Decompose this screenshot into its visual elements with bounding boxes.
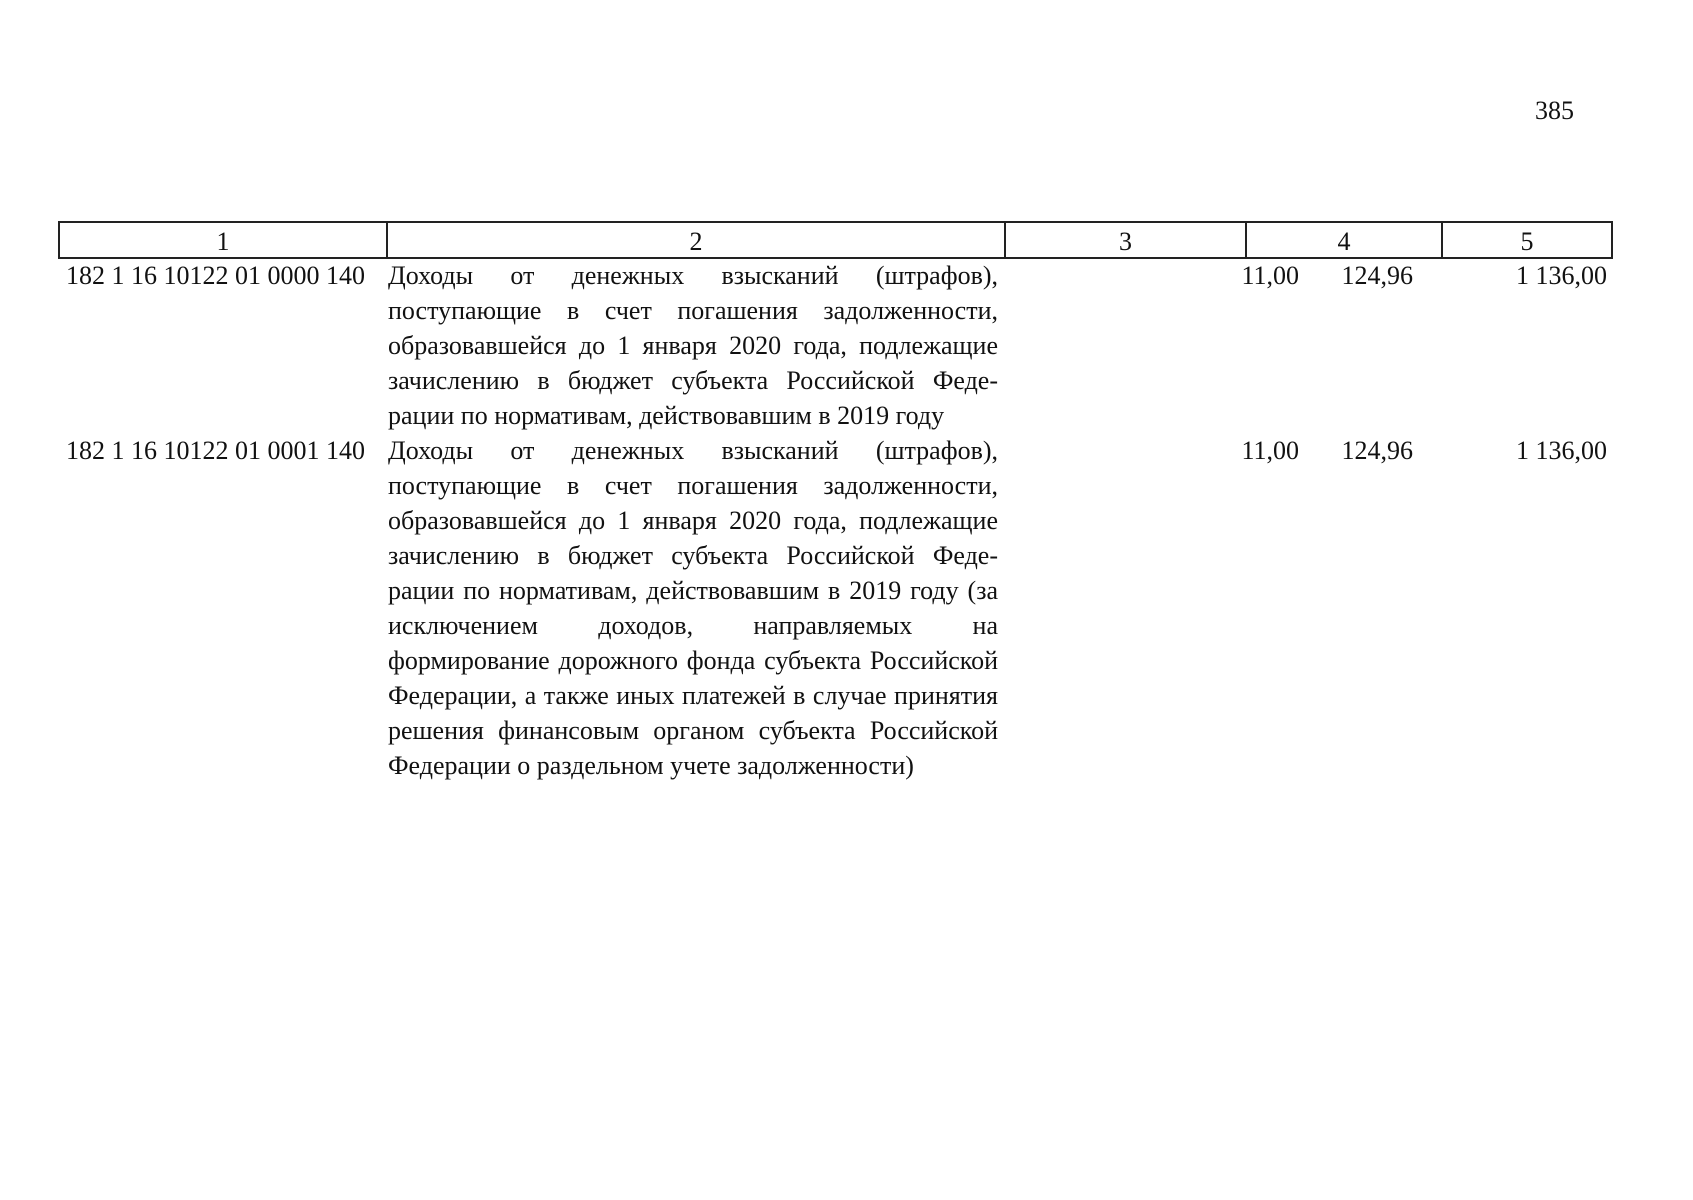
header-col-5: 5 xyxy=(1442,222,1612,258)
table-header xyxy=(58,221,1613,259)
header-col-3: 3 xyxy=(1005,222,1246,258)
value-col-5: 1 136,00 xyxy=(1516,261,1607,290)
header-col-1: 1 xyxy=(59,222,387,258)
value-col-4: 124,96 xyxy=(1341,261,1413,290)
value-col-3: 11,00 xyxy=(1241,261,1299,290)
header-col-4: 4 xyxy=(1246,222,1442,258)
page-number: 385 xyxy=(1535,96,1574,125)
value-col-5: 1 136,00 xyxy=(1516,436,1607,465)
header-col-2: 2 xyxy=(387,222,1005,258)
budget-code: 182 1 16 10122 01 0000 140 xyxy=(66,261,365,290)
budget-code: 182 1 16 10122 01 0001 140 xyxy=(66,436,365,465)
income-description: Доходы от денежных взысканий (штрафов), поступающие в счет погашения задолженности, образовавшейся до 1 января 2020 года, подлежащие зачислению в бюджет субъекта Российской Феде-рации по нормативам, действовавшим в 2019 году (за исключением доходов, направляемых на формирование дорожного фонда субъекта Российской Федерации, а также иных платежей в случае принятия решения финансовым органом субъекта Российской Федерации о раздельном учете задолженности) xyxy=(388,436,998,780)
value-col-3: 11,00 xyxy=(1241,436,1299,465)
income-description: Доходы от денежных взысканий (штрафов), поступающие в счет погашения задолженности, образовавшейся до 1 января 2020 года, подлежащие зачислению в бюджет субъекта Российской Феде-рации по нормативам, действовавшим в 2019 году xyxy=(388,261,998,430)
value-col-4: 124,96 xyxy=(1341,436,1413,465)
